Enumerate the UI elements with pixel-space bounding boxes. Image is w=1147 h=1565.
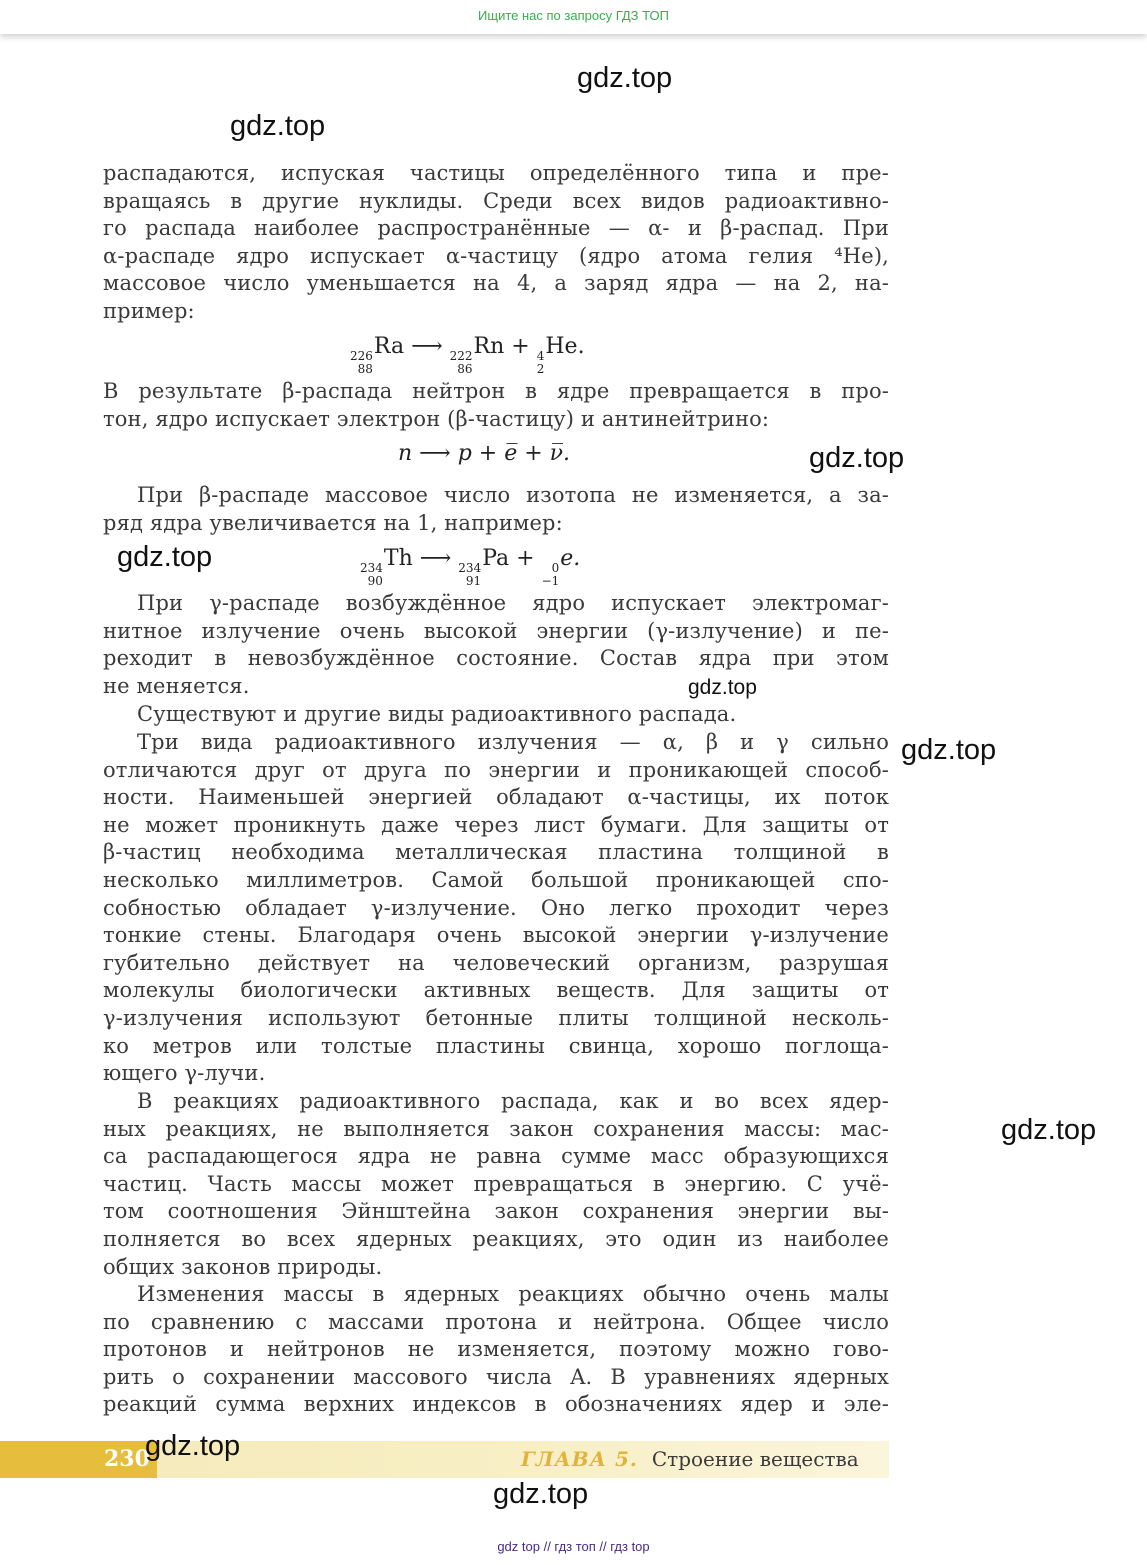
paragraph-6 [103,729,889,1088]
plus-sign: + [511,334,530,359]
paragraph-5 [103,701,889,729]
reaction-arrow: ⟶ [419,546,452,571]
text-line: массовое число уменьшается на 4, а заряд ядра — на 2, на- [103,271,889,296]
text-line: са распадающегося ядра не равна сумме масс образующихся [103,1144,889,1169]
chapter-label: ГЛАВА 5. [521,1447,638,1471]
text-line: В реакциях радиоактивного распада, как и во всех ядер- [137,1089,889,1113]
watermark: gdz.top [145,1430,241,1462]
element-symbol: Ra [373,334,405,359]
plus-sign: + [516,546,535,571]
text-line: ющего γ-лучи. [103,1061,266,1086]
mass-number: 234 [360,560,383,575]
watermark: gdz.top [688,676,757,699]
text-line: тон, ядро испускает электрон (β-частицу) и антинейтрино: [103,406,770,431]
watermark: gdz.top [117,541,213,573]
element-symbol: He. [545,334,585,359]
text-line: не меняется. [103,673,250,698]
text-line: том соотношения Эйнштейна закон сохранения энергии вы- [103,1199,889,1224]
text-line: реакций сумма верхних индексов в обозначениях ядер и эле- [103,1392,889,1417]
text-line: γ-излучения используют бетонные плиты толщиной несколь- [103,1005,889,1030]
text-line: полняется во всех ядерных реакциях, это один из наиболее [103,1226,889,1251]
charge-number: −1 [541,573,560,588]
text-line: по сравнению с массами протона и нейтрона. Общее число [103,1309,889,1334]
text-line: нитное излучение очень высокой энергии (γ-излучение) и пе- [103,618,889,643]
text-line: ных реакциях, не выполняется закон сохранения массы: мас- [103,1116,889,1141]
text-line: пример: [103,298,195,323]
watermark: gdz.top [901,734,997,766]
watermark: gdz.top [1001,1114,1097,1146]
paragraph-8 [103,1281,889,1419]
text-line: не может проникнуть даже через лист бумаги. Для защиты от [103,812,889,837]
chapter-heading [521,1447,859,1471]
top-banner [0,0,1147,34]
text-line: ко метров или толстые пластины свинца, хорошо поглоща- [103,1033,889,1058]
mass-number: 4 [536,348,545,363]
text-line: частиц. Часть массы может превращаться в энергию. С учё- [103,1171,889,1196]
charge-number: 2 [536,361,545,376]
paragraph-3 [103,482,889,537]
mass-number: 222 [449,348,473,363]
formula-alpha-decay [350,334,585,376]
text-line: протонов и нейтронов не изменяется, поэтому можно гово- [103,1337,889,1362]
text-line: несколько миллиметров. Самой большой проникающей спо- [103,867,889,892]
watermark: gdz.top [809,442,905,474]
charge-number: 86 [457,361,473,376]
mass-charge-index [450,350,473,376]
mass-number: 226 [350,348,373,363]
element-symbol: Rn [473,334,505,359]
text-line: рить о сохранении массового числа A. В уравнениях ядерных [103,1364,889,1389]
text-line: При β-распаде массовое число изотопа не изменяется, а за- [137,483,889,507]
paragraph-7 [103,1088,889,1281]
charge-number: 91 [465,573,482,588]
text-line: распадаются, испуская частицы определённого типа и пре- [103,161,889,185]
text-line: α-распаде ядро испускает α-частицу (ядро атома гелия ⁴He), [103,243,889,268]
text-line: тонкие стены. Благодаря очень высокой энергии γ-излучение [103,923,889,948]
mass-charge-index [537,350,545,376]
bottom-links[interactable]: gdz top // гдз топ // гдз top [497,1539,650,1554]
text-line: собностью обладает γ-излучение. Оно легко проходит через [103,895,889,920]
mass-charge-index [360,562,383,588]
text-line: Изменения массы в ядерных реакциях обычно очень малы [137,1282,889,1306]
banner-text: Ищите нас по запросу ГДЗ ТОП [478,8,669,23]
mass-number: 0 [551,560,560,575]
text-line: Три вида радиоактивного излучения — α, β и γ сильно [137,730,889,754]
formula-beta-example [360,546,580,588]
text-line: При γ-распаде возбуждённое ядро испускает электромаг- [137,591,889,615]
text-line: вращаясь в другие нуклиды. Среди всех видов радиоактивно- [103,188,889,213]
mass-charge-index [350,350,373,376]
text-line: β-частиц необходима металлическая пластина толщиной в [103,840,889,865]
text-line: губительно действует на человеческий организм, разрушая [103,950,889,975]
text-line: молекулы биологически активных веществ. Для защиты от [103,978,889,1003]
watermark: gdz.top [493,1478,589,1510]
mass-charge-index [542,562,560,588]
element-symbol: Pa [482,546,510,571]
text-line: отличаются друг от друга по энергии и проникающей способ- [103,757,889,782]
mass-number: 234 [458,560,482,575]
text-line: ряд ядра увеличивается на 1, например: [103,510,563,535]
watermark: gdz.top [230,110,326,142]
reaction-arrow: ⟶ [411,334,443,359]
element-symbol: e. [560,546,581,571]
paragraph-1 [103,160,889,326]
text-line: В результате β-распада нейтрон в ядре превращается в про- [103,379,889,403]
element-symbol: Th [383,546,413,571]
watermark: gdz.top [577,62,673,94]
text-line: реходит в невозбуждённое состояние. Состав ядра при этом [103,646,889,671]
text-line: го распада наиболее распространённые — α- и β-распад. При [103,216,889,241]
page-number: 230 [104,1446,150,1472]
paragraph-2 [103,378,889,433]
text-line: ности. Наименьшей энергией обладают α-частицы, их поток [103,785,889,810]
charge-number: 90 [367,573,383,588]
mass-charge-index [458,562,481,588]
text-line: общих законов природы. [103,1254,383,1279]
charge-number: 88 [357,361,373,376]
paragraph-4 [103,590,889,700]
chapter-title: Строение вещества [651,1447,859,1471]
text-line: Существуют и другие виды радиоактивного распада. [137,702,737,726]
formula-beta-decay: n ⟶ p + e̅ + ν̅. [398,441,571,466]
